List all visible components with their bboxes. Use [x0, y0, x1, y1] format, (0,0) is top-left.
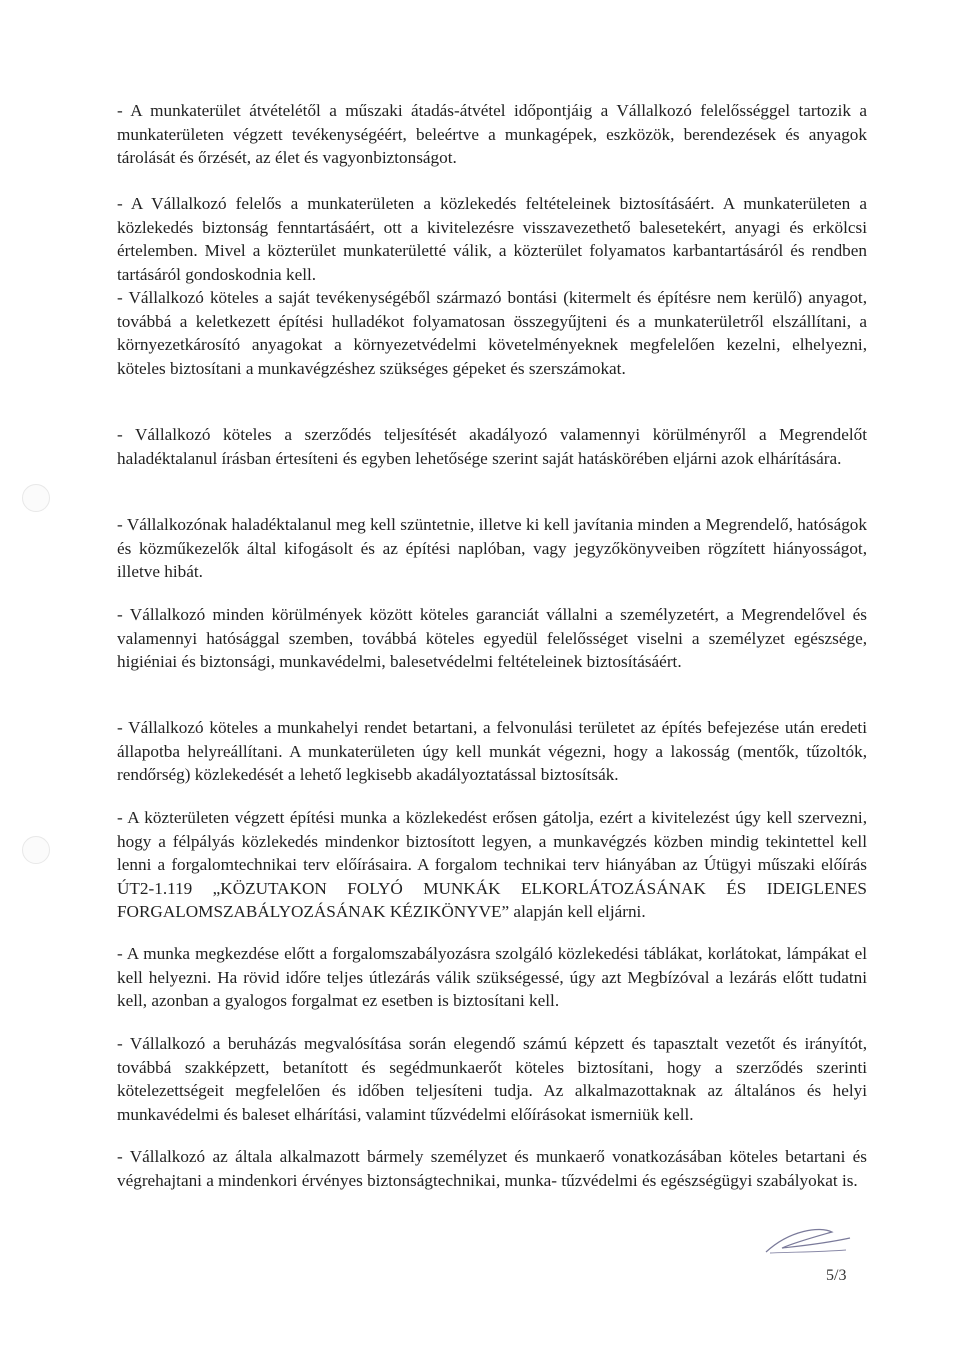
paragraph-staff-guarantee: - Vállalkozó minden körülmények között köteles garanciát vállalni a személyzetért, a Megrendelővel és valamennyi hatósággal szemben, továbbá köteles egyedül felelősséget viselni a személyzet egészsége, higiéniai és biztonsági, munkavédelmi, balesetvédelmi feltételeinek biztosításáért. — [117, 605, 867, 671]
paragraph-traffic-signs: - A munka megkezdése előtt a forgalomszabályozásra szolgáló közlekedési táblákat, korlátokat, lámpákat el kell helyezni. Ha rövid időre teljes útlezárás válik szükségessé, úgy azt Megbízóval a lezárás előtt tudatni kell, azonban a gyalogos forgalmat ez esetben is biztosítani kell. — [117, 944, 867, 1010]
paragraph-traffic-conditions: - A Vállalkozó felelős a munkaterületen a közlekedés feltételeinek biztosításáért. A munkaterületen a közlekedés biztonság fenntartásáért, ott a kivitelezésre visszavezethető balesetekért, anyagi és erkölcsi értelemben. Mivel a közterület munkaterületté válik, a közterület folyamatos karbantartásáról és rendben tartásáról gondoskodnia kell. — [117, 194, 867, 284]
paragraph-obstacle-notification: - Vállalkozó köteles a szerződés teljesítését akadályozó valamennyi körülményről a Megrendelőt haladéktalanul írásban értesíteni és egyben lehetősége szerint saját hatáskörében eljárni azok elhárítására. — [117, 425, 867, 468]
paragraph-qualified-staff: - Vállalkozó a beruházás megvalósítása során elegendő számú képzett és tapasztalt vezetőt és irányítót, továbbá szakképzett, betanított és segédmunkaerőt köteles biztosítani, hogy a szerződés szerinti kötelezettségeit megfelelően és időben teljesíteni tudja. Az alkalmazottaknak az általános és helyi munkavédelmi és baleset elhárítási, valamint tűzvédelmi előírásokat ismerniük kell. — [117, 1034, 867, 1124]
punch-hole-top — [22, 484, 50, 512]
paragraph-site-order: - Vállalkozó köteles a munkahelyi rendet betartani, a felvonulási területet az építés befejezése után eredeti állapotba helyreállítani. A munkaterületen úgy kell munkát végezni, hogy a lakosság (mentők, tűzoltók, rendőrség) közlekedését a lehető legkisebb akadályoztatással biztosítsák. — [117, 718, 867, 784]
paragraph-work-area-responsibility: - A munkaterület átvételétől a műszaki átadás-átvétel időpontjáig a Vállalkozó felelősséggel tartozik a munkaterületen végzett tevékenységéért, beleértve a munkagépek, eszközök, berendezések és anyagok tárolását és őrzését, az élet és vagyonbiztonságot. — [117, 101, 867, 167]
paragraph-public-road-works: - A közterületen végzett építési munka a közlekedést erősen gátolja, ezért a kivitelezést úgy kell szervezni, hogy a félpályás közlekedés mindenkor biztosított legyen, a munkavégzés közben mindig tekintettel kell lenni a forgalomtechnikai terv előírásaira. A forgalom technikai terv hiányában az Útügyi műszaki előírás ÚT2-1.119 „KÖZUTAKON FOLYÓ MUNKÁK ELKORLÁTOZÁSÁNAK ÉS IDEIGLENES FORGALOMSZABÁLYOZÁSÁNAK KÉZIKÖNYVE” alapján kell eljárni. — [117, 808, 867, 921]
page-number: 5/3 — [826, 1267, 847, 1284]
paragraph-defect-correction: - Vállalkozónak haladéktalanul meg kell szüntetnie, illetve ki kell javítania minden a Megrendelő, hatóságok és közműkezelők által kifogásolt és az építési naplóban, vagy jegyzőkönyveiben rögzített hiányosságot, illetve hibát. — [117, 515, 867, 581]
paragraph-waste-removal: - Vállalkozó köteles a saját tevékenységéből származó bontási (kitermelt és építésre nem kerülő) anyagot, továbbá a keletkezett építési hulladékot folyamatosan összegyűjteni és a munkaterületről elszállítani, a környezetkárosító anyagokat a környezetvédelmi követelményeknek megfelelően kezelni, elhelyezni, köteles biztosítani a munkavégzéshez szükséges gépeket és szerszámokat. — [117, 288, 867, 378]
signature-mark — [760, 1222, 856, 1262]
punch-hole-bottom — [22, 836, 50, 864]
paragraph-safety-rules: - Vállalkozó az általa alkalmazott bármely személyzet és munkaerő vonatkozásában köteles betartani és végrehajtani a mindenkori érvényes biztonságtechnikai, munka- tűzvédelmi és egészségügyi szabályokat is. — [117, 1147, 867, 1190]
